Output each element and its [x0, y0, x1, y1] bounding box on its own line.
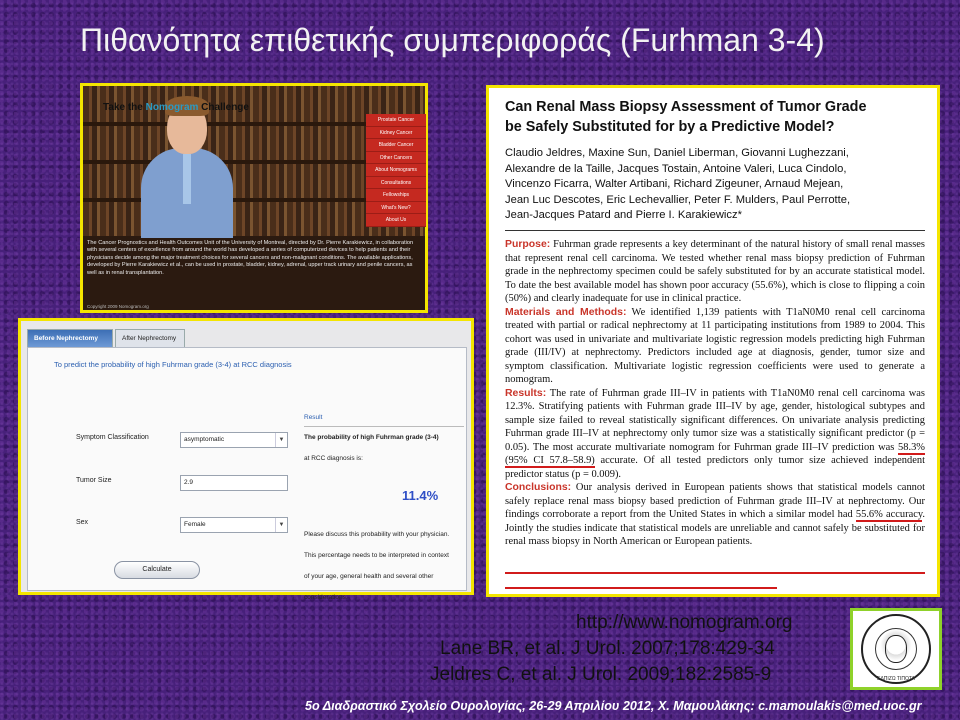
- menu-item-about-nomograms[interactable]: About Nomograms: [366, 164, 426, 177]
- reference-url: http://www.nomogram.org: [576, 612, 793, 633]
- calculator-question: To predict the probability of high Fuhrman grade (3-4) at RCC diagnosis: [54, 360, 292, 369]
- symptom-label: Symptom Classification: [76, 434, 149, 441]
- header-accent: Nomogram: [145, 102, 199, 113]
- author-line: Alexandre de la Taille, Jacques Tostain, Antoine Valeri, Luca Cindolo,: [505, 162, 847, 175]
- website-footer: Copyright 2009 Nomogram.org: [87, 304, 149, 309]
- paper-title-line: Can Renal Mass Biopsy Assessment of Tumor Grade: [505, 99, 867, 115]
- nomogram-calculator-screenshot: [18, 318, 474, 601]
- result-note: Please discuss this probability with your physician.: [304, 531, 450, 538]
- symptom-value: asymptomatic: [184, 436, 225, 443]
- results-heading: Results:: [505, 387, 547, 399]
- sex-label: Sex: [76, 519, 89, 526]
- website-description: The Cancer Prognostics and Health Outcomes Unit of the University of Montreal, directed by Dr. Pierre Karakiewicz, in collaboration with several centers of excellence from around the world has developed a series of computerized devices to help patients and their physicians decide among the major treatment choices for several cancers and non-malignant conditions. The available applications, developed by Pierre Karakiewicz et al., can be used in prostate, bladder, kidney, adrenal, upper track urinary and penile cancers, as well as in renal transplantation.: [87, 240, 414, 276]
- methods-text: We identified 1,139 patients with T1aN0M0 renal cell carcinoma treated with partial or radical nephrectomy at 11 participating institutions from 1989 to 2004. This cohort was used in univariate and multivariate logistic regression models predicting high Fuhrman grade (III/IV) at nephrectomy. Predictors included age at diagnosis, gender, tumor size and symptom classification. Multivariate logistic regression coefficients were used to generate a nomogram.: [505, 306, 925, 385]
- sex-select[interactable]: [180, 517, 288, 533]
- purpose-heading: Purpose:: [505, 239, 551, 250]
- results-highlight: 58.3% (95% CI 57.8–58.9): [505, 441, 925, 466]
- result-probability: 11.4%: [402, 488, 439, 503]
- menu-item-kidney[interactable]: Kidney Cancer: [366, 127, 426, 140]
- paper-abstract-panel: [486, 85, 940, 597]
- result-note: This percentage needs to be interpreted in context: [304, 552, 449, 559]
- menu-item-whats-new[interactable]: What's New?: [366, 202, 426, 215]
- conclusions-highlight: 55.6% accuracy: [855, 509, 923, 520]
- result-note: considerations.: [304, 594, 348, 601]
- seal-text: ΕΛΠΙΖΩ ΤΙΠΟΤΑ: [877, 676, 915, 682]
- seal-portrait: [875, 628, 917, 670]
- menu-item-about-us[interactable]: About Us: [366, 214, 426, 227]
- result-heading: Result: [304, 414, 323, 421]
- result-divider: [304, 426, 464, 427]
- header-text-end: Challenge: [198, 102, 249, 113]
- menu-item-fellowships[interactable]: Fellowships: [366, 189, 426, 202]
- slide-footer: 5ο Διαδραστικό Σχολείο Ουρολογίας, 26-29 Απριλίου 2012, Χ. Μαμουλάκης: c.mamoulakis@med.uoc.gr: [305, 699, 922, 713]
- slide-title: Πιθανότητα επιθετικής συμπεριφοράς (Furhman 3-4): [80, 22, 825, 58]
- nomogram-website-screenshot: [80, 83, 428, 313]
- calculate-button[interactable]: Calculate: [114, 561, 200, 579]
- calculator-panel: [27, 347, 467, 601]
- menu-item-bladder[interactable]: Bladder Cancer: [366, 139, 426, 152]
- author-line: Jean-Jacques Patard and Pierre I. Karakiewicz*: [505, 209, 742, 222]
- author-line: Claudio Jeldres, Maxine Sun, Daniel Liberman, Giovanni Lughezzani,: [505, 147, 849, 159]
- paper-title: [505, 97, 925, 137]
- author-line: Jean Luc Descotes, Eric Lechevallier, Peter F. Mulders, Paul Perrotte,: [505, 193, 851, 206]
- portrait-face-icon: [885, 635, 907, 663]
- conclusions-text: Our analysis derived in European patients shows that statistical models cannot safely replace renal mass biopsy based prediction of Fuhrman grade III–IV at nephrectomy. Our findings corroborate a report from the United States in which a similar model had: [505, 482, 925, 520]
- purpose-text: Fuhrman grade represents a key determinant of the natural history of small renal masses that represent renal cell carcinoma. We tested whether renal mass biopsy prediction of Fuhrman grade in the nephrectomy specimen could be safely substituted for by an accurate statistical model. To date the best available model has shown poor accuracy (55.6%), which is close to flipping a coin (50%) and clearly inadequate for use in clinical practice.: [505, 239, 925, 304]
- person-tie: [183, 154, 191, 204]
- reference-jeldres: Jeldres C, et al. J Urol. 2009;182:2585-9: [430, 664, 772, 685]
- menu-item-prostate[interactable]: Prostate Cancer: [366, 114, 426, 127]
- chevron-down-icon: ▼: [275, 433, 287, 447]
- paper-divider: [505, 230, 925, 231]
- menu-item-other[interactable]: Other Cancers: [366, 152, 426, 165]
- methods-heading: Materials and Methods:: [505, 306, 627, 318]
- paper-authors: [505, 146, 930, 224]
- paper-title-line: be Safely Substituted for by a Predictive Model?: [505, 119, 835, 135]
- website-menu: [366, 114, 426, 227]
- tumor-size-label: Tumor Size: [76, 477, 112, 484]
- paper-abstract: [505, 238, 925, 549]
- results-text: The rate of Fuhrman grade III–IV in patients with T1aN0M0 renal cell carcinoma was 12.3%. Stratifying patients with Fuhrman grade III–IV by age, gender, histological subtypes and sample size failed to reveal statistically significant differences. On univariate analysis predicting Fuhrman grade III–IV at nephrectomy only tumor size was a statistically significant predictor (p = 0.05). The most accurate multivariate nomogram for Fuhrman grade III–IV prediction was: [505, 387, 925, 453]
- result-text-2: at RCC diagnosis is:: [304, 455, 363, 462]
- results-text-2: accurate. Of all tested predictors only tumor size achieved independent predictor status (p = 0.009).: [505, 455, 925, 480]
- chevron-down-icon: ▼: [275, 518, 287, 532]
- red-underline: [505, 587, 777, 589]
- conclusions-text-2: . Jointly the studies indicate that statistical models are unreliable and cannot safely be substituted for renal mass biopsy in North American or European patients.: [505, 509, 926, 547]
- reference-lane: Lane BR, et al. J Urol. 2007;178:429-34: [440, 638, 775, 659]
- red-underline: [505, 572, 925, 574]
- tumor-size-input[interactable]: 2.9: [180, 475, 288, 491]
- tab-after-nephrectomy[interactable]: After Nephrectomy: [115, 329, 185, 347]
- seal-frame: [850, 608, 942, 690]
- author-line: Vincenzo Ficarra, Walter Artibani, Richard Zigeuner, Arnaud Mejean,: [505, 178, 844, 191]
- website-header: [103, 102, 249, 113]
- tab-before-nephrectomy[interactable]: Before Nephrectomy: [27, 329, 113, 347]
- header-text: Take the: [103, 102, 146, 113]
- seal-logo: [861, 614, 931, 684]
- conclusions-heading: Conclusions:: [505, 482, 572, 493]
- result-note: of your age, general health and several other: [304, 573, 434, 580]
- sex-value: Female: [184, 521, 206, 528]
- result-text: The probability of high Fuhrman grade (3-4): [304, 434, 439, 441]
- symptom-select[interactable]: [180, 432, 288, 448]
- menu-item-consultations[interactable]: Consultations: [366, 177, 426, 190]
